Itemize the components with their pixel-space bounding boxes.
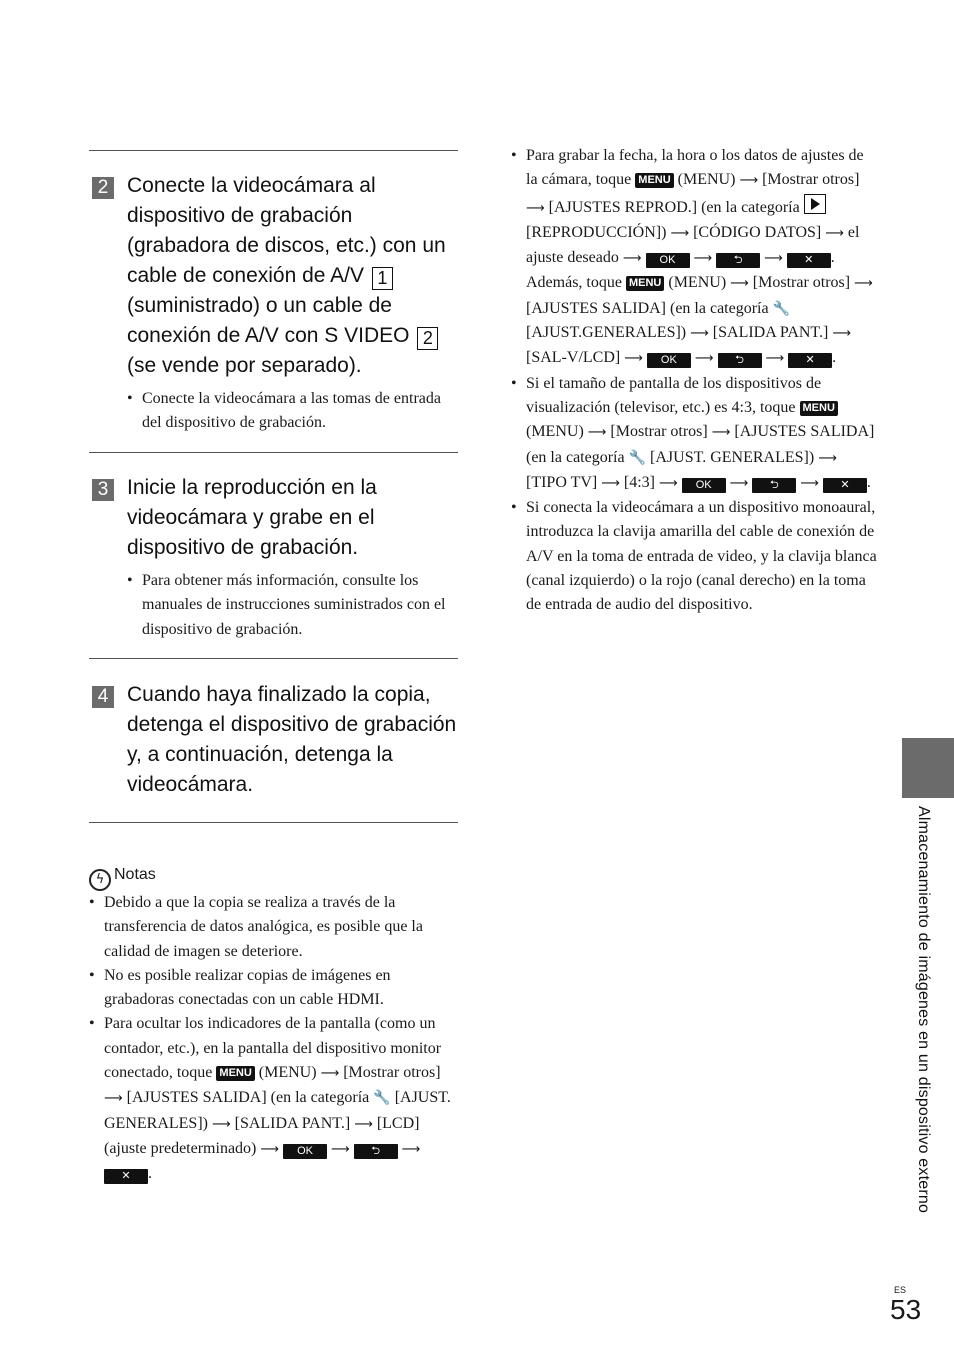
arrow-icon: ⟶ (818, 450, 837, 466)
cable-1-number: 1 (372, 267, 393, 290)
ok-button-icon: OK (647, 353, 691, 368)
menu-icon: MENU (635, 173, 673, 188)
section-title-vertical: Almacenamiento de imágenes en un dispositivo externo (915, 806, 932, 1214)
arrow-icon: ⟶ (354, 1116, 373, 1132)
arrow-icon: ⟶ (401, 1141, 421, 1157)
arrow-icon: ⟶ (659, 475, 678, 491)
right-column (511, 144, 879, 618)
menu-icon: MENU (800, 401, 838, 416)
notes-icon: ϟ (89, 869, 111, 891)
step-number: 4 (92, 686, 114, 708)
arrow-icon: ⟶ (587, 425, 607, 441)
note-item: • Debido a que la copia se realiza a través de la transferencia de datos analógica, es posible que la calidad de imagen se deteriore. (89, 891, 459, 964)
step-bullets (127, 569, 459, 642)
playback-category-icon (804, 194, 826, 214)
notes-heading: ϟ Notas (89, 866, 156, 891)
notes-list (89, 891, 459, 1187)
arrow-icon: ⟶ (260, 1141, 280, 1157)
wrench-icon: 🔧 (772, 300, 791, 317)
arrow-icon: ⟶ (211, 1116, 231, 1132)
arrow-icon: ⟶ (764, 251, 783, 267)
arrow-icon: ⟶ (832, 326, 851, 342)
arrow-icon: ⟶ (622, 251, 642, 267)
menu-icon: MENU (626, 276, 664, 291)
divider (89, 150, 458, 151)
arrow-icon: ⟶ (800, 475, 819, 491)
arrow-icon: ⟶ (854, 276, 873, 292)
step-3 (89, 473, 459, 642)
cable-2-number: 2 (417, 327, 438, 350)
arrow-icon: ⟶ (739, 173, 759, 189)
close-button-icon: ✕ (787, 253, 831, 268)
back-button-icon: ⮌ (354, 1144, 398, 1159)
arrow-icon: ⟶ (690, 326, 709, 342)
arrow-icon: ⟶ (765, 351, 785, 367)
arrow-icon: ⟶ (729, 475, 749, 491)
arrow-icon: ⟶ (320, 1066, 340, 1082)
arrow-icon: ⟶ (693, 251, 713, 267)
arrow-icon: ⟶ (694, 351, 714, 367)
tip-item: • Si el tamaño de pantalla de los dispositivos de visualización (televisor, etc.) es 4:3, toque MENU (MENU) ⟶ [Mostrar otros] ⟶ [AJUSTES SALIDA] (en la categoría 🔧 [AJUST. GENERALES]) ⟶ [TIPO TV] ⟶ [4:3] ⟶ OK ⟶ ⮌ ⟶ ✕ . (511, 372, 879, 496)
arrow-icon: ⟶ (624, 351, 643, 367)
wrench-icon: 🔧 (373, 1090, 391, 1107)
page-number: 53 (890, 1294, 922, 1325)
arrow-icon: ⟶ (825, 225, 844, 241)
bullet-item: • Para obtener más información, consulte los manuales de instrucciones suministrados con el dispositivo de grabación. (127, 569, 459, 642)
step-4 (89, 680, 459, 800)
tip-item: • Para grabar la fecha, la hora o los datos de ajustes de la cámara, toque MENU (MENU) ⟶ [Mostrar otros] ⟶ [AJUSTES REPROD.] (en la categoría [REPRODUCCIÓN]) ⟶ [CÓDIGO DATOS] ⟶ el ajuste deseado ⟶ OK ⟶ ⮌ ⟶ ✕ . Además, toque MENU (MENU) ⟶ [Mostrar otros] ⟶ [AJUSTES SALIDA] (en la categoría 🔧 [AJUST.GENERALES]) ⟶ [SALIDA PANT.] ⟶ [SAL-V/LCD] ⟶ OK ⟶ ⮌ ⟶ ✕ . (511, 144, 879, 372)
section-tab-marker (902, 738, 954, 798)
step-2 (89, 171, 459, 436)
close-button-icon: ✕ (104, 1169, 148, 1184)
step-title: Inicie la reproducción en la videocámara y grabe en el dispositivo de grabación. (127, 476, 377, 559)
step-number: 2 (92, 177, 114, 199)
wrench-icon: 🔧 (628, 449, 647, 466)
arrow-icon: ⟶ (526, 200, 545, 216)
tip-item: • Si conecta la videocámara a un dispositivo monoaural, introduzca la clavija amarilla del cable de conexión de A/V en la toma de entrada de video, y la clavija blanca (canal izquierdo) o la rojo (canal derecho) en la toma de entrada de audio del dispositivo. (511, 496, 879, 617)
arrow-icon: ⟶ (104, 1091, 123, 1107)
arrow-icon: ⟶ (670, 225, 690, 241)
menu-icon: MENU (216, 1066, 254, 1081)
divider (89, 658, 458, 659)
step-bullets (127, 387, 459, 436)
bullet-item: • Conecte la videocámara a las tomas de entrada del dispositivo de grabación. (127, 387, 459, 436)
back-button-icon: ⮌ (752, 478, 796, 493)
language-code: ES (894, 1285, 907, 1295)
ok-button-icon: OK (682, 478, 726, 493)
back-button-icon: ⮌ (718, 353, 762, 368)
ok-button-icon: OK (646, 253, 690, 268)
back-button-icon: ⮌ (716, 253, 760, 268)
step-number: 3 (92, 479, 114, 501)
ok-button-icon: OK (283, 1144, 327, 1159)
close-button-icon: ✕ (788, 353, 832, 368)
step-title: Cuando haya finalizado la copia, detenga el dispositivo de grabación y, a continuación, detenga la videocámara. (127, 683, 457, 796)
close-button-icon: ✕ (823, 478, 867, 493)
arrow-icon: ⟶ (711, 425, 731, 441)
divider (89, 822, 458, 823)
divider (89, 452, 458, 453)
note-item: • Para ocultar los indicadores de la pantalla (como un contador, etc.), en la pantalla del dispositivo monitor conectado, toque MENU (MENU) ⟶ [Mostrar otros] ⟶ [AJUSTES SALIDA] (en la categoría 🔧 [AJUST. GENERALES]) ⟶ [SALIDA PANT.] ⟶ [LCD] (ajuste predeterminado) ⟶ OK ⟶ ⮌ ⟶ ✕ . (89, 1012, 459, 1186)
arrow-icon: ⟶ (601, 475, 620, 491)
arrow-icon: ⟶ (730, 276, 749, 292)
note-item: • No es posible realizar copias de imágenes en grabadoras conectadas con un cable HDMI. (89, 964, 459, 1013)
arrow-icon: ⟶ (331, 1141, 350, 1157)
step-title: Conecte la videocámara al dispositivo de grabación (grabadora de discos, etc.) con un cable de conexión de A/V 1 (suministrado) o un cable de conexión de A/V con S VIDEO 2 (se vende por separado). (127, 174, 446, 377)
